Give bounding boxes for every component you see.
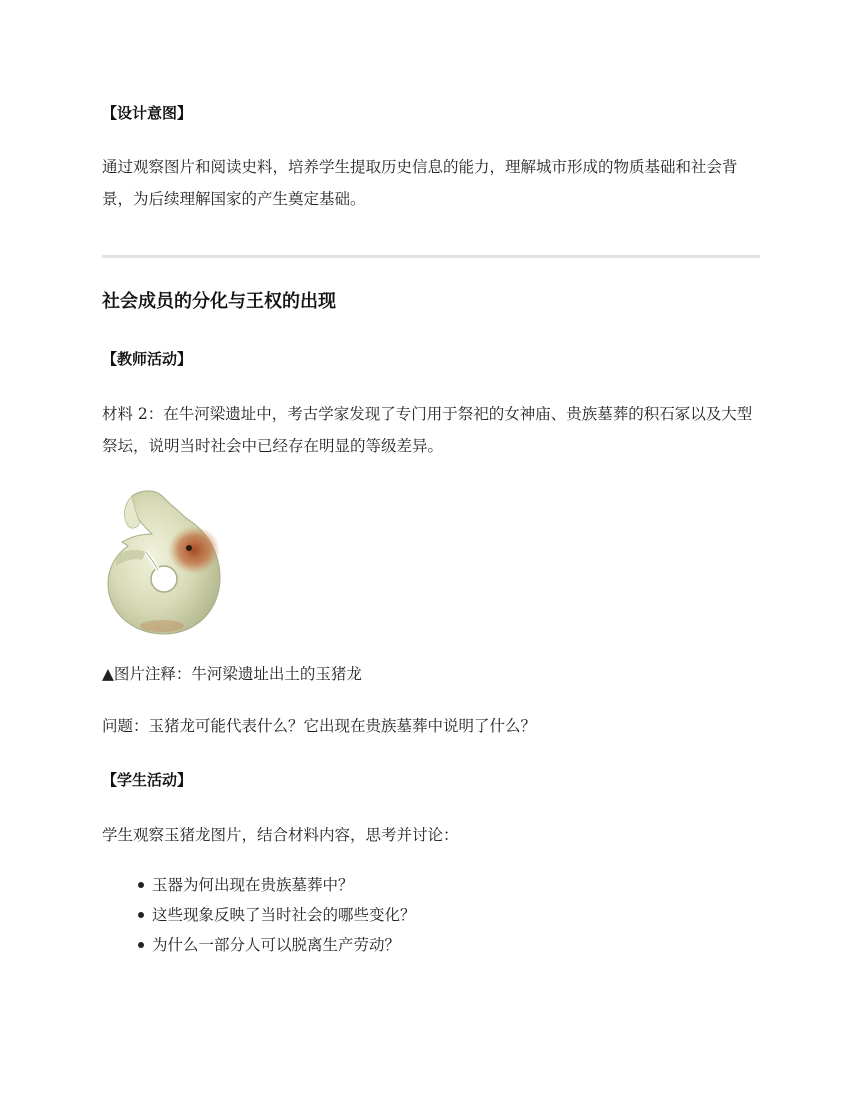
teacher-activity-heading: 【教师活动】: [102, 350, 193, 368]
design-intent-heading: 【设计意图】: [102, 104, 193, 122]
discussion-list: [102, 870, 416, 960]
student-activity-intro: 学生观察玉猪龙图片，结合材料内容，思考并讨论：: [102, 826, 459, 844]
question-text: 问题：玉猪龙可能代表什么？它出现在贵族墓葬中说明了什么？: [102, 717, 537, 735]
list-item-text: 这些现象反映了当时社会的哪些变化？: [152, 906, 416, 924]
design-intent-paragraph: 通过观察图片和阅读史料，培养学生提取历史信息的能力，理解城市形成的物质基础和社会背景，为后续理解国家的产生奠定基础。: [102, 158, 738, 208]
student-activity-heading: 【学生活动】: [102, 771, 193, 789]
list-item: [102, 870, 416, 900]
list-item: [102, 930, 416, 960]
jade-pig-dragon-image: [102, 486, 226, 636]
bullet-icon: [138, 942, 144, 948]
section-divider: [102, 255, 760, 258]
list-item-text: 为什么一部分人可以脱离生产劳动？: [152, 936, 401, 954]
bullet-icon: [138, 912, 144, 918]
material-paragraph: 材料 2：在牛河梁遗址中，考古学家发现了专门用于祭祀的女神庙、贵族墓葬的积石冢以及大型祭坛，说明当时社会中已经存在明显的等级差异。: [102, 405, 753, 455]
list-item-text: 玉器为何出现在贵族墓葬中？: [152, 876, 354, 894]
figure-caption: ▲图片注释：牛河梁遗址出土的玉猪龙: [102, 665, 362, 683]
list-item: [102, 900, 416, 930]
section-title: 社会成员的分化与王权的出现: [102, 291, 336, 312]
bullet-icon: [138, 882, 144, 888]
